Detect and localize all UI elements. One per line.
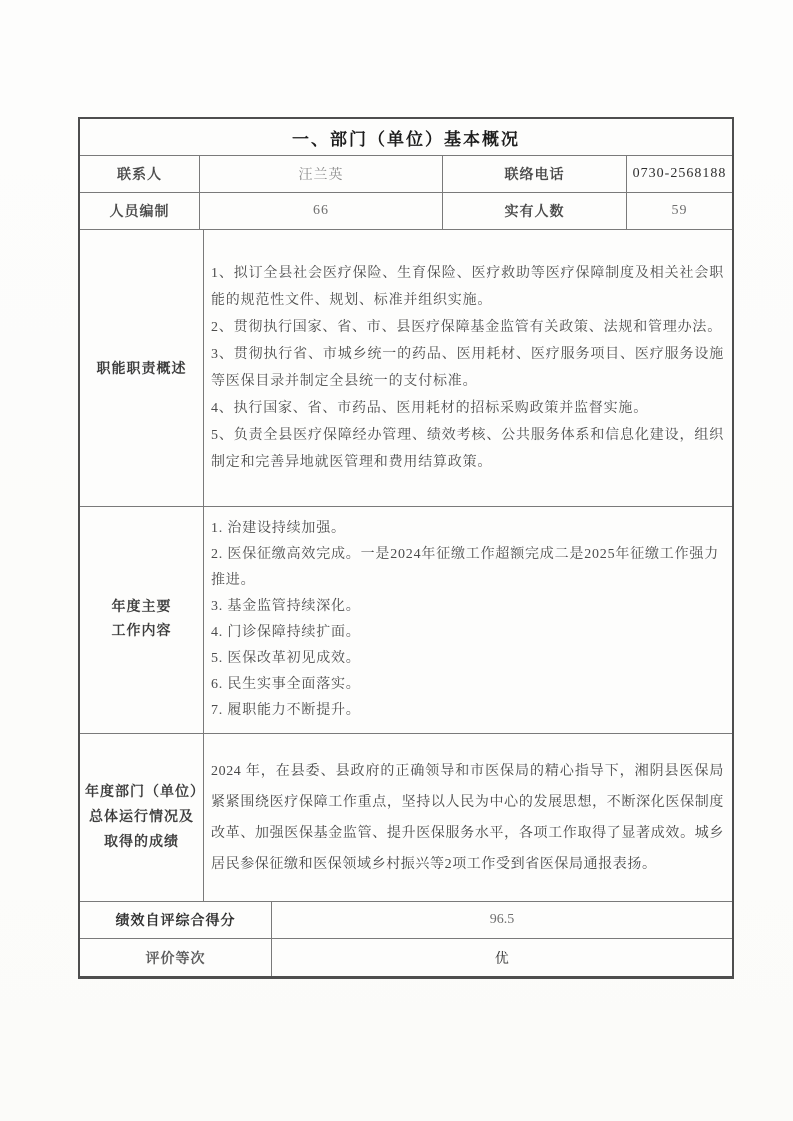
grade-value: 优 [494, 951, 510, 967]
duties-item: 3、贯彻执行省、市城乡统一的药品、医用耗材、医疗服务项目、医疗服务设施等医保目录并制定全县统一的支付标准。 [211, 347, 724, 389]
annual-work-item: 1. 治建设持续加强。 [211, 521, 346, 536]
duties-item: 1、拟订全县社会医疗保险、生育保险、医疗救助等医疗保障制度及相关社会职能的规范性文件、规划、标准并组织实施。 [211, 266, 724, 308]
overall-performance-label: 年度部门（单位）总体运行情况及取得的成绩 [80, 734, 204, 901]
annual-work-row [80, 507, 732, 734]
overall-performance-content [204, 734, 732, 901]
annual-work-content [204, 507, 732, 733]
authorized-staff-label: 人员编制 [80, 193, 200, 229]
evaluation-grade-row [80, 939, 732, 976]
contact-row [80, 156, 732, 193]
contact-person-value: 汪兰英 [200, 156, 443, 192]
score-label: 绩效自评综合得分 [80, 902, 272, 938]
overall-performance-row [80, 734, 732, 902]
duties-item: 4、执行国家、省、市药品、医用耗材的招标采购政策并监督实施。 [211, 401, 648, 416]
duties-item: 5、负责全县医疗保障经办管理、绩效考核、公共服务体系和信息化建设，组织制定和完善异地就医管理和费用结算政策。 [211, 428, 724, 470]
self-evaluation-score-row [80, 902, 732, 939]
grade-label: 评价等次 [80, 939, 272, 976]
annual-work-item: 3. 基金监管持续深化。 [211, 599, 361, 614]
annual-work-item: 6. 民生实事全面落实。 [211, 677, 361, 692]
annual-work-item: 7. 履职能力不断提升。 [211, 703, 361, 718]
annual-work-label-text: 年度主要工作内容 [111, 600, 172, 639]
annual-work-label [80, 507, 204, 733]
annual-work-item: 2. 医保征缴高效完成。一是2024年征缴工作超额完成二是2025年征缴工作强力推进。 [211, 547, 719, 588]
table-title-row [80, 119, 732, 156]
actual-staff-value: 59 [671, 203, 688, 218]
contact-phone-label: 联络电话 [443, 156, 627, 192]
actual-staff-label: 实有人数 [443, 193, 627, 229]
duties-row [80, 230, 732, 507]
duties-label: 职能职责概述 [80, 230, 204, 506]
staffing-row [80, 193, 732, 230]
authorized-staff-value: 66 [200, 193, 443, 229]
annual-work-item: 5. 医保改革初见成效。 [211, 651, 361, 666]
duties-content [204, 230, 732, 506]
annual-work-item: 4. 门诊保障持续扩面。 [211, 625, 361, 640]
contact-person-label: 联系人 [80, 156, 200, 192]
basic-overview-table [78, 117, 734, 979]
duties-item: 2、贯彻执行国家、省、市、县医疗保障基金监管有关政策、法规和管理办法。 [211, 320, 722, 335]
table-title: 一、部门（单位）基本概况 [292, 129, 520, 149]
overall-performance-text: 2024 年，在县委、县政府的正确领导和市医保局的精心指导下，湘阴县医保局紧紧围绕医疗保障工作重点，坚持以人民为中心的发展思想，不断深化医保制度改革、加强医保基金监管、提升医保服务水平，各项工作取得了显著成效。城乡居民参保征缴和医保领域乡村振兴等2项工作受到省医保局通报表扬。 [211, 763, 724, 872]
contact-phone-value: 0730-2568188 [632, 166, 727, 181]
score-value: 96.5 [489, 912, 515, 927]
